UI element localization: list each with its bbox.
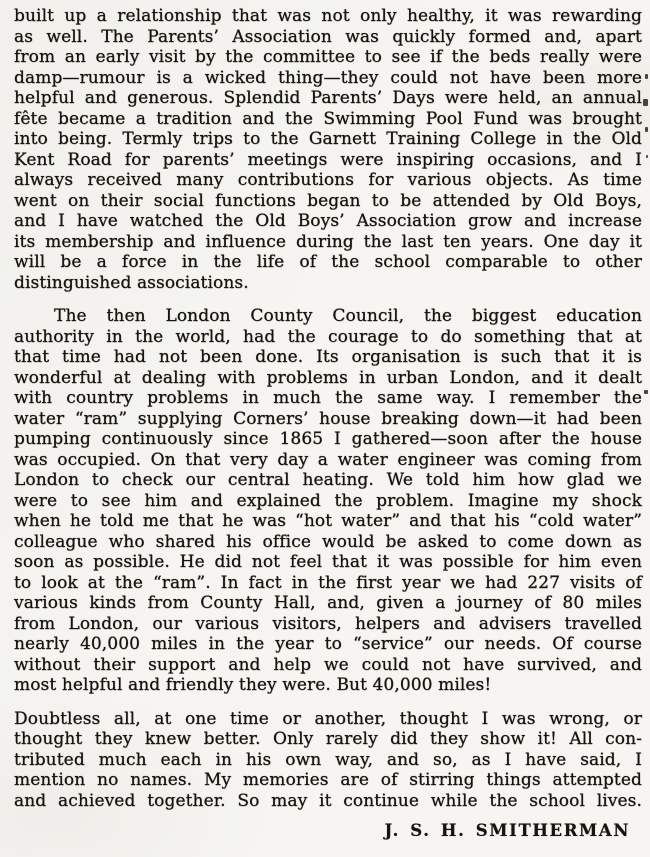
- text-line: with country problems in much the same way. I remember the: [14, 388, 642, 408]
- page-text: [14, 6, 642, 811]
- text-line: tributed much each in his own way, and so, as I have said, I: [14, 749, 642, 770]
- text-line: Kent Road for parents’ meetings were inspiring occasions, and I: [14, 149, 642, 170]
- text-line: wonderful at dealing with problems in urban London, and it dealt: [14, 367, 642, 388]
- text-line: that time had not been done. Its organisation is such that it is: [14, 347, 642, 367]
- text-line: was occupied. On that very day a water engineer was coming from: [14, 449, 642, 470]
- signature: J. S. H. SMITHERMAN: [384, 821, 630, 840]
- text-line: without their support and help we could not have survived, and: [14, 654, 642, 675]
- text-line: will be a force in the life of the school comparable to other: [14, 252, 642, 272]
- text-line: fête became a tradition and the Swimming Pool Fund was brought: [14, 108, 642, 129]
- text-line: damp—rumour is a wicked thing—they could not have been more: [14, 67, 642, 88]
- paragraph: [14, 6, 642, 293]
- text-line: helpful and generous. Splendid Parents’ Days were held, an annual: [14, 88, 642, 108]
- text-line: London to check our central heating. We told him how glad we: [14, 470, 642, 490]
- paragraph: [14, 306, 642, 696]
- text-line: most helpful and friendly they were. But 40,000 miles!: [14, 675, 492, 695]
- text-line: always received many contributions for various objects. As time: [14, 170, 642, 190]
- scan-speck: [645, 74, 648, 79]
- text-line: authority in the world, had the courage to do something that at: [14, 326, 642, 347]
- scan-speck: [645, 127, 648, 132]
- text-line: and I have watched the Old Boys’ Association grow and increase: [14, 211, 642, 231]
- text-line: to look at the “ram”. In fact in the first year we had 227 visits of: [14, 572, 642, 593]
- text-line: soon as possible. He did not feel that it was possible for him even: [14, 552, 642, 572]
- text-line: distinguished associations.: [14, 272, 249, 293]
- scan-speck: [643, 99, 648, 106]
- text-line: built up a relationship that was not only healthy, it was rewarding: [14, 6, 642, 26]
- scan-speck: [644, 390, 648, 394]
- scan-speck: [646, 155, 648, 158]
- text-line: were to see him and explained the problem. Imagine my shock: [14, 490, 642, 511]
- text-line: when he told me that he was “hot water” and that his “cold water”: [14, 511, 642, 531]
- text-line: from London, our various visitors, helpers and advisers travelled: [14, 613, 642, 634]
- text-line: nearly 40,000 miles in the year to “service” our needs. Of course: [14, 634, 642, 654]
- text-line: water “ram” supplying Corners’ house breaking down—it had been: [14, 408, 642, 429]
- text-line: The then London County Council, the biggest education: [54, 306, 642, 326]
- text-line: and achieved together. So may it continue while the school lives.: [14, 790, 642, 811]
- paragraph: [14, 709, 642, 812]
- text-line: colleague who shared his office would be asked to come down as: [14, 531, 642, 552]
- text-line: various kinds from County Hall, and, given a journey of 80 miles: [14, 593, 642, 613]
- text-line: into being. Termly trips to the Garnett Training College in the Old: [14, 129, 642, 149]
- text-line: as well. The Parents’ Association was quickly formed and, apart: [14, 26, 642, 47]
- text-line: went on their social functions began to be attended by Old Boys,: [14, 190, 642, 211]
- text-line: mention no names. My memories are of stirring things attempted: [14, 770, 642, 790]
- text-line: its membership and influence during the last ten years. One day it: [14, 231, 642, 252]
- text-line: from an early visit by the committee to see if the beds really were: [14, 47, 642, 67]
- text-line: pumping continuously since 1865 I gathered—soon after the house: [14, 429, 642, 449]
- text-line: thought they knew better. Only rarely did they show it! All con-: [14, 729, 642, 749]
- text-line: Doubtless all, at one time or another, thought I was wrong, or: [14, 708, 642, 729]
